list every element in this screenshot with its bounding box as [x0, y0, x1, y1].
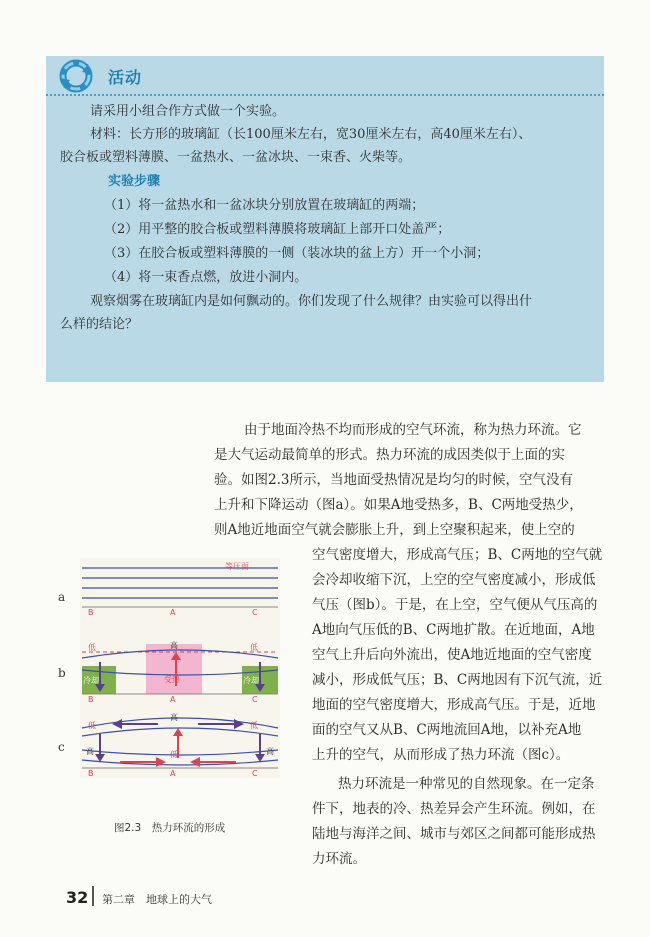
body-line: 面的空气又从B、C两地流回A地，以补充A地 [312, 722, 582, 738]
body-line: 由于地面冷热不均而形成的空气环流，称为热力环流。它 [244, 422, 582, 438]
ground-label-a-2: A [170, 695, 176, 704]
figure-caption: 图2.3 热力环流的形成 [114, 822, 226, 834]
ground-label-a: A [170, 608, 176, 617]
body-line: 地面的空气密度增大，形成高气压。于是，近地 [312, 697, 596, 713]
high-label-c-left: 高 [86, 747, 94, 756]
activity-title: 活动 [108, 68, 143, 87]
ground-label-c-2: C [252, 695, 258, 704]
body-line: 陆地与海洋之间、城市与郊区之间都可能形成热 [312, 826, 596, 842]
body-line: 则A地近地面空气就会膨胀上升，到上空聚积起来，使上空的 [214, 522, 575, 538]
body-line: 空气上升后向外流出，使A地近地面的空气密度 [312, 647, 592, 663]
cold-label-right: 冷却 [243, 676, 259, 685]
body-line: A地向气压低的B、C两地扩散。在近地面，A地 [312, 622, 595, 638]
cold-label-left: 冷却 [83, 676, 99, 685]
low-label-b-left: 低 [88, 643, 96, 652]
activity-step-4: （4）将一束香点燃，放进小洞内。 [104, 270, 308, 285]
ground-label-a-3: A [170, 769, 176, 778]
panel-label-b: b [58, 666, 66, 680]
activity-intro: 请采用小组合作方式做一个实验。 [90, 104, 286, 119]
activity-step-1: （1）将一盆热水和一盆冰块分别放置在玻璃缸的两端； [104, 198, 425, 213]
activity-step-3: （3）在胶合板或塑料薄膜的一侧（装冰块的盆上方）开一个小洞； [104, 246, 490, 261]
activity-question-line2: 么样的结论？ [60, 317, 139, 332]
activity-question-line1: 观察烟雾在玻璃缸内是如何飘动的。你们发现了什么规律？由实验可以得出什 [90, 294, 533, 309]
isobar-label: 等压面 [225, 562, 249, 571]
panel-label-c: c [58, 740, 65, 754]
body-line: 气压（图b）。于是，在上空，空气便从气压高的 [312, 597, 598, 613]
low-label-c-left: 低 [88, 721, 96, 730]
ground-label-b-2: B [88, 695, 94, 704]
activity-materials-line1: 材料：长方形的玻璃缸（长100厘米左右，宽30厘米左右，高40厘米左右）、 [90, 127, 532, 142]
thermal-circulation-figure [80, 558, 280, 778]
heated-label: 受热 [164, 675, 180, 684]
body-line: 空气密度增大，形成高气压；B、C两地的空气就 [312, 547, 603, 563]
activity-step-2: （2）用平整的胶合板或塑料薄膜将玻璃缸上部开口处盖严； [104, 222, 451, 237]
panel-label-a: a [58, 590, 66, 604]
high-label-b: 高 [170, 641, 178, 650]
activity-header [46, 56, 604, 96]
body-line: 力环流。 [312, 851, 366, 867]
ground-label-c-3: C [252, 769, 258, 778]
activity-materials-line2: 胶合板或塑料薄膜、一盆热水、一盆冰块、一束香、火柴等。 [60, 150, 412, 165]
activity-box [46, 56, 604, 382]
high-label-c-right: 高 [266, 747, 274, 756]
body-line: 件下，地表的冷、热差异会产生环流。例如，在 [312, 801, 596, 817]
body-line: 验。如图2.3所示，当地面受热情况是均匀的时候，空气没有 [214, 472, 573, 488]
body-line: 减小，形成低气压；B、C两地因有下沉气流，近 [312, 672, 603, 688]
page-number: 32 [66, 888, 89, 907]
activity-cycle-icon [58, 58, 94, 94]
body-line: 上升的空气，从而形成了热力环流（图c）。 [312, 747, 570, 763]
low-label-c-center: 低 [170, 750, 178, 759]
ground-label-b-3: B [88, 769, 94, 778]
low-label-c-right: 低 [250, 721, 258, 730]
ground-label-c: C [252, 608, 258, 617]
ground-label-b: B [88, 608, 94, 617]
body-line: 热力环流是一种常见的自然现象。在一定条 [338, 776, 595, 792]
activity-steps-title: 实验步骤 [108, 174, 161, 189]
body-line: 上升和下降运动（图a）。如果A地受热多，B、C两地受热少， [214, 497, 583, 513]
high-label-c-top: 高 [170, 713, 178, 722]
chapter-title: 第二章 地球上的大气 [102, 893, 212, 906]
low-label-b-right: 低 [250, 643, 258, 652]
body-line: 是大气运动最简单的形式。热力环流的成因类似于上面的实 [214, 447, 565, 463]
footer-divider [92, 886, 94, 906]
body-line: 会冷却收缩下沉，上空的空气密度减小，形成低 [312, 572, 596, 588]
